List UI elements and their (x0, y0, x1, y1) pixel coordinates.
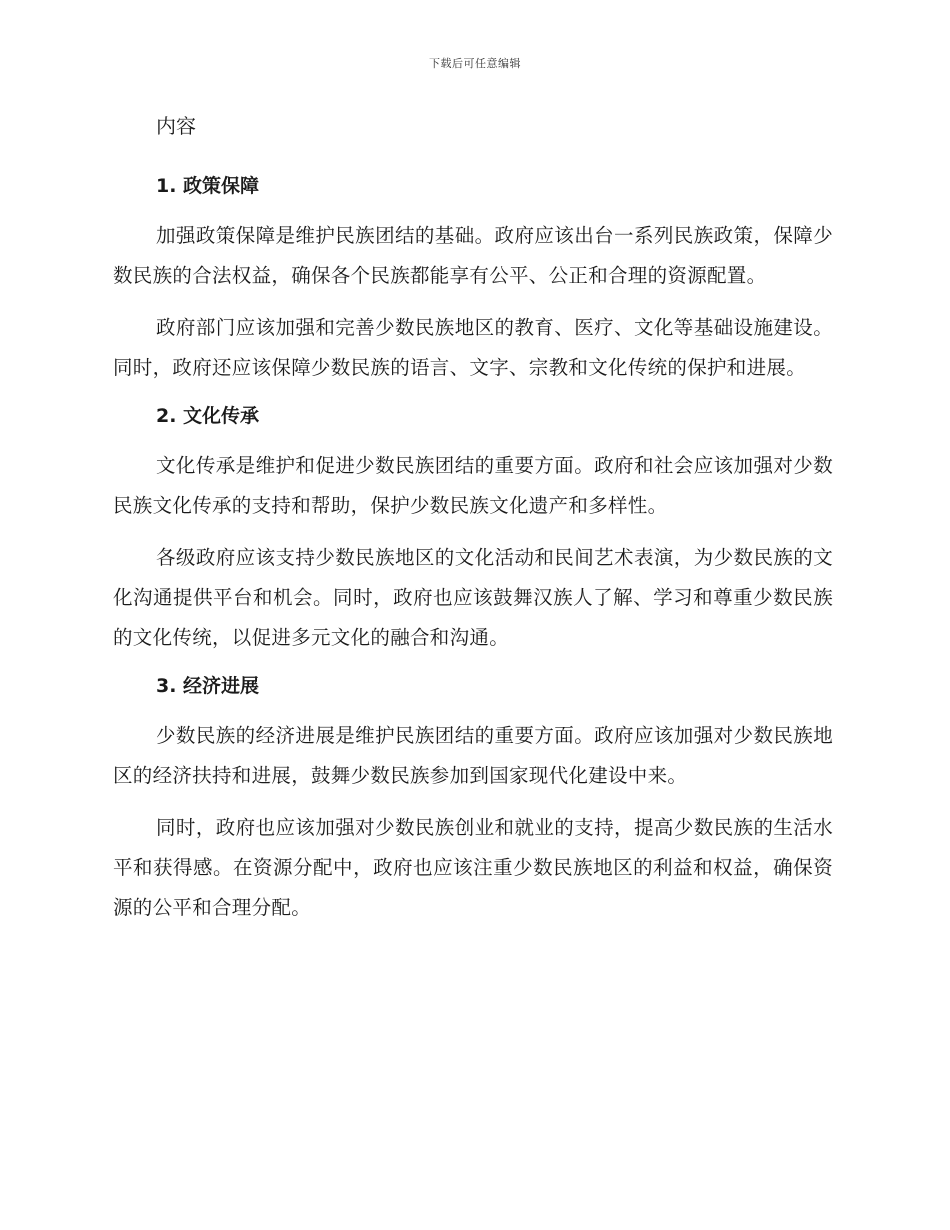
paragraph: 文化传承是维护和促进少数民族团结的重要方面。政府和社会应该加强对少数民族文化传承的支持和帮助，保护少数民族文化遗产和多样性。 (113, 454, 833, 517)
paragraph: 少数民族的经济进展是维护民族团结的重要方面。政府应该加强对少数民族地区的经济扶持和进展，鼓舞少数民族参加到国家现代化建设中来。 (113, 724, 833, 787)
section-heading: 3. 经济进展 (156, 675, 260, 697)
section-heading: 2. 文化传承 (156, 405, 260, 427)
paragraph: 加强政策保障是维护民族团结的基础。政府应该出台一系列民族政策，保障少数民族的合法权益，确保各个民族都能享有公平、公正和合理的资源配置。 (113, 224, 833, 287)
section-2 (113, 402, 833, 658)
paragraph: 各级政府应该支持少数民族地区的文化活动和民间艺术表演，为少数民族的文化沟通提供平台和机会。同时，政府也应该鼓舞汉族人了解、学习和尊重少数民族的文化传统，以促进多元文化的融合和沟通。 (113, 546, 833, 649)
document-body (113, 112, 833, 928)
paragraph: 政府部门应该加强和完善少数民族地区的教育、医疗、文化等基础设施建设。同时，政府还应该保障少数民族的语言、文字、宗教和文化传统的保护和进展。 (113, 316, 833, 379)
doc-title: 内容 (156, 114, 196, 138)
section-heading: 1. 政策保障 (156, 175, 260, 197)
section-3-heading-block (113, 672, 833, 716)
paragraph: 同时，政府也应该加强对少数民族创业和就业的支持，提高少数民族的生活水平和获得感。在资源分配中，政府也应该注重少数民族地区的利益和权益，确保资源的公平和合理分配。 (113, 816, 833, 919)
section-3 (113, 672, 833, 928)
section-2-heading-block (113, 402, 833, 446)
section-1-heading-block (113, 172, 833, 216)
title-block (113, 112, 833, 172)
header-note: 下载后可任意编辑 (429, 57, 521, 70)
section-1 (113, 172, 833, 388)
